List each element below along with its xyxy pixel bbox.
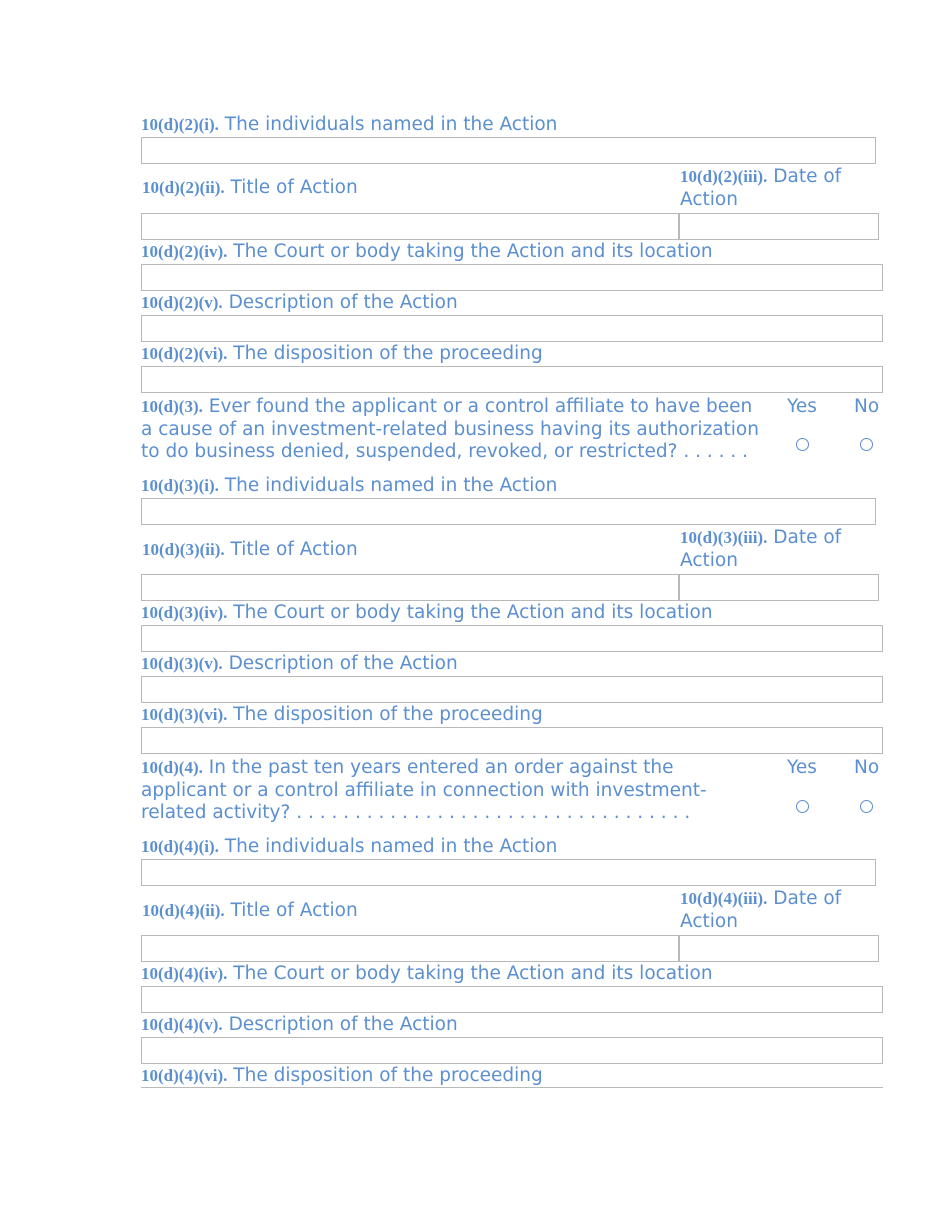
court-field-3[interactable] [141,625,883,652]
label-4-vi [141,1065,543,1088]
item-code: 10(d)(3)(iii). [680,528,768,547]
label-text: The Court or body taking the Action and its location [233,602,713,623]
yes-radio-4[interactable] [796,800,809,813]
date-field-2[interactable] [679,213,879,240]
disposition-field-3[interactable] [141,727,883,754]
label-text: Date of [773,888,842,909]
label-text: The individuals named in the Action [224,836,558,857]
label-3-vi [141,704,543,727]
item-code: 10(d)(2)(ii). [142,178,225,197]
item-code: 10(d)(3)(i). [141,476,219,495]
item-code: 10(d)(2)(i). [141,115,219,134]
label-4-iii [680,888,841,933]
label-text: The individuals named in the Action [224,114,558,135]
date-field-3[interactable] [679,574,879,601]
label-text: The Court or body taking the Action and its location [233,241,713,262]
title-field-2[interactable] [141,213,679,240]
label-text: Title of Action [230,177,358,198]
label-4-iv [141,963,713,986]
individuals-field-3[interactable] [141,498,876,525]
label-text-cont: Action [680,549,738,571]
description-field-4[interactable] [141,1037,883,1064]
label-4-v [141,1014,458,1037]
item-code: 10(d)(4)(i). [141,837,219,856]
individuals-field-2[interactable] [141,137,876,164]
description-field-3[interactable] [141,676,883,703]
question-line-3: related activity? . . . . . . . . . . . . . . . . . . . . . . . . . . . . . . . . . . [141,802,691,823]
label-text: Description of the Action [228,292,458,313]
question-line-1: In the past ten years entered an order against the [208,757,674,778]
item-code: 10(d)(4)(ii). [142,901,225,920]
label-text: Description of the Action [228,653,458,674]
title-field-3[interactable] [141,574,679,601]
disposition-field-2[interactable] [141,366,883,393]
label-2-v [141,292,458,315]
label-3-iv [141,602,713,625]
label-2-ii [142,177,358,200]
label-text-cont: Action [680,188,738,210]
yes-radio-3[interactable] [796,438,809,451]
label-2-vi [141,343,543,366]
label-3-v [141,653,458,676]
label-4-ii [142,900,358,923]
label-2-i [141,114,557,137]
label-text: Title of Action [230,539,358,560]
item-code: 10(d)(4)(iv). [141,964,228,983]
item-code: 10(d)(2)(v). [141,293,223,312]
label-3-iii [680,527,841,572]
label-text: The disposition of the proceeding [233,704,543,725]
individuals-field-4[interactable] [141,859,876,886]
no-label-3: No [854,396,880,417]
item-code: 10(d)(2)(iii). [680,167,768,186]
no-radio-4[interactable] [860,800,873,813]
description-field-2[interactable] [141,315,883,342]
question-line-2: a cause of an investment-related business having its authorization [141,418,759,440]
yes-label-4: Yes [787,757,817,778]
item-code: 10(d)(2)(iv). [141,242,228,261]
label-text: The individuals named in the Action [224,475,558,496]
label-text: The Court or body taking the Action and its location [233,963,713,984]
item-code: 10(d)(3). [141,397,203,416]
court-field-4[interactable] [141,986,883,1013]
label-text-cont: Action [680,910,738,932]
label-text: The disposition of the proceeding [233,343,543,364]
item-code: 10(d)(4)(v). [141,1015,223,1034]
no-label-4: No [854,757,880,778]
label-2-iii [680,166,841,211]
question-4 [141,757,707,825]
label-text: The disposition of the proceeding [233,1065,543,1086]
label-text: Description of the Action [228,1014,458,1035]
yes-label-3: Yes [787,396,817,417]
no-radio-3[interactable] [860,438,873,451]
question-line-2: applicant or a control affiliate in connection with investment- [141,779,707,801]
item-code: 10(d)(2)(vi). [141,344,228,363]
label-text: Date of [773,527,842,548]
label-4-i [141,836,557,859]
label-2-iv [141,241,713,264]
disposition-field-4[interactable] [141,1087,883,1088]
label-text: Title of Action [230,900,358,921]
question-3 [141,396,759,464]
item-code: 10(d)(3)(v). [141,654,223,673]
item-code: 10(d)(3)(ii). [142,540,225,559]
date-field-4[interactable] [679,935,879,962]
label-3-ii [142,539,358,562]
item-code: 10(d)(4). [141,758,203,777]
title-field-4[interactable] [141,935,679,962]
court-field-2[interactable] [141,264,883,291]
question-line-1: Ever found the applicant or a control affiliate to have been [208,396,753,417]
item-code: 10(d)(4)(iii). [680,889,768,908]
label-3-i [141,475,557,498]
item-code: 10(d)(4)(vi). [141,1066,228,1085]
item-code: 10(d)(3)(iv). [141,603,228,622]
item-code: 10(d)(3)(vi). [141,705,228,724]
question-line-3: to do business denied, suspended, revoked, or restricted? . . . . . . [141,441,749,462]
label-text: Date of [773,166,842,187]
